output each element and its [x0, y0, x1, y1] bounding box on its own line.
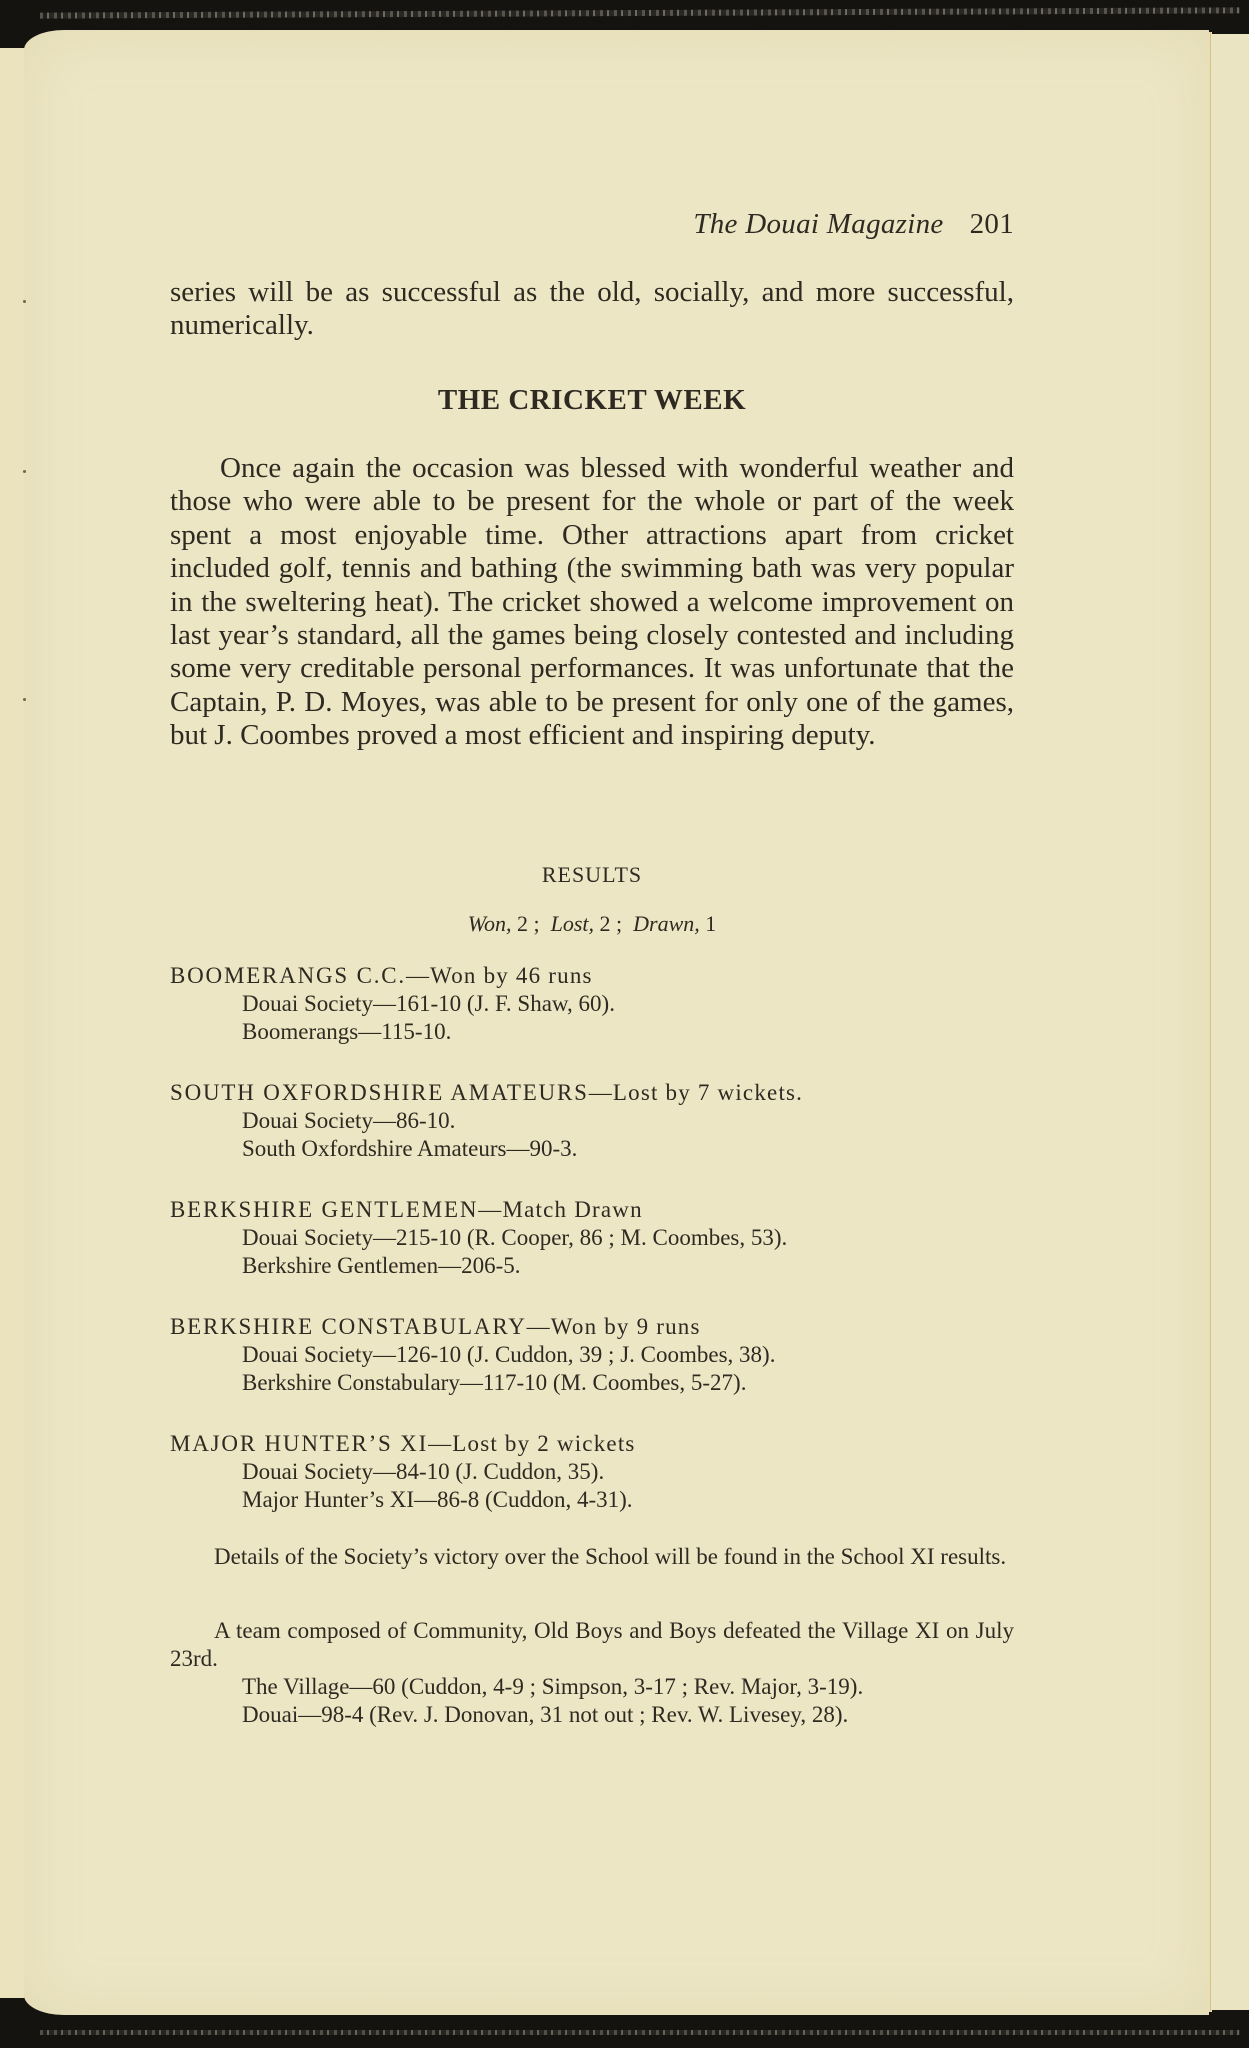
- margin-dot: [23, 300, 26, 303]
- match-outcome: —Won by 9 runs: [526, 1314, 701, 1339]
- match-result: [170, 1196, 1014, 1280]
- match-outcome: —Lost by 2 wickets: [428, 1431, 636, 1456]
- page-fore-edge: [1212, 34, 1249, 2010]
- previous-page-edge: [0, 48, 25, 1998]
- match-outcome: —Match Drawn: [478, 1197, 643, 1222]
- margin-dot: [23, 698, 26, 701]
- score-line: South Oxfordshire Amateurs—90-3.: [242, 1136, 578, 1161]
- article-title: THE CRICKET WEEK: [437, 384, 747, 416]
- score-line: Douai—98-4 (Rev. J. Donovan, 31 not out ; Rev. W. Livesey, 28).: [242, 1702, 849, 1727]
- season-record: Won, 2 ; Lost, 2 ; Drawn, 1: [467, 911, 717, 936]
- magazine-title: The Douai Magazine: [693, 208, 944, 240]
- magazine-page: [24, 30, 1209, 2015]
- village-note: [170, 1617, 1014, 1729]
- score-line: Boomerangs—115-10.: [242, 1019, 452, 1044]
- school-note-text: Details of the Society’s victory over the School will be found in the School XI results.: [214, 1544, 1007, 1569]
- score-line: Douai Society—215-10 (R. Cooper, 86 ; M. Coombes, 53).: [242, 1225, 788, 1250]
- village-note-text: A team composed of Community, Old Boys and Boys defeated the Village XI on July 23rd.: [170, 1618, 1014, 1671]
- match-heading: [170, 1313, 1014, 1341]
- opponent-name: BERKSHIRE CONSTABULARY: [170, 1314, 527, 1339]
- lost-label: Lost,: [550, 911, 595, 936]
- score-line: Douai Society—84-10 (J. Cuddon, 35).: [242, 1459, 605, 1484]
- match-result: [170, 1313, 1014, 1397]
- match-heading: [170, 1196, 1014, 1224]
- match-outcome: —Lost by 7 wickets.: [588, 1080, 804, 1105]
- binding-edge-bottom: [40, 2030, 1240, 2035]
- opponent-name: BOOMERANGS C.C.: [170, 963, 406, 988]
- continued-paragraph: series will be as successful as the old, socially, and more successful, numerically.: [170, 276, 1014, 342]
- school-note: [170, 1543, 1014, 1571]
- match-result: [170, 1079, 1014, 1163]
- won-count: 2: [517, 911, 528, 936]
- match-result: [170, 1430, 1014, 1514]
- score-line: The Village—60 (Cuddon, 4-9 ; Simpson, 3-17 ; Rev. Major, 3-19).: [242, 1674, 864, 1699]
- score-line: Douai Society—86-10.: [242, 1108, 456, 1133]
- won-label: Won,: [467, 911, 512, 936]
- match-heading: [170, 1430, 1014, 1458]
- running-header: [693, 208, 1014, 241]
- match-outcome: —Won by 46 runs: [405, 963, 593, 988]
- score-line: Major Hunter’s XI—86-8 (Cuddon, 4-31).: [242, 1487, 633, 1512]
- drawn-count: 1: [705, 911, 717, 936]
- lost-count: 2: [599, 911, 611, 936]
- opponent-name: SOUTH OXFORDSHIRE AMATEURS: [170, 1080, 589, 1105]
- results-heading: RESULTS: [541, 862, 643, 887]
- score-line: Berkshire Gentlemen—206-5.: [242, 1253, 521, 1278]
- score-line: Douai Society—126-10 (J. Cuddon, 39 ; J. Coombes, 38).: [242, 1342, 776, 1367]
- page-number: 201: [969, 208, 1014, 240]
- opponent-name: MAJOR HUNTER’S XI: [170, 1431, 429, 1456]
- drawn-label: Drawn,: [633, 911, 700, 936]
- score-line: Berkshire Constabulary—117-10 (M. Coombes, 5-27).: [242, 1370, 747, 1395]
- match-result: [170, 962, 1014, 1046]
- intro-paragraph: Once again the occasion was blessed with wonderful weather and those who were able to be present for the whole or part of the week spent a most enjoyable time. Other attractions apart from cricket included golf, tennis and bathing (the swimming bath was very popular in the sweltering heat). The cricket showed a welcome improvement on last year’s standard, all the games being closely contested and including some very creditable personal performances. It was unfortunate that the Captain, P. D. Moyes, was able to be present for only one of the games, but J. Coombes proved a most efficient and inspiring deputy.: [170, 452, 1014, 752]
- score-line: Douai Society—161-10 (J. F. Shaw, 60).: [242, 991, 615, 1016]
- match-heading: [170, 1079, 1014, 1107]
- opponent-name: BERKSHIRE GENTLEMEN: [170, 1197, 479, 1222]
- margin-dot: [23, 470, 26, 473]
- match-heading: [170, 962, 1014, 990]
